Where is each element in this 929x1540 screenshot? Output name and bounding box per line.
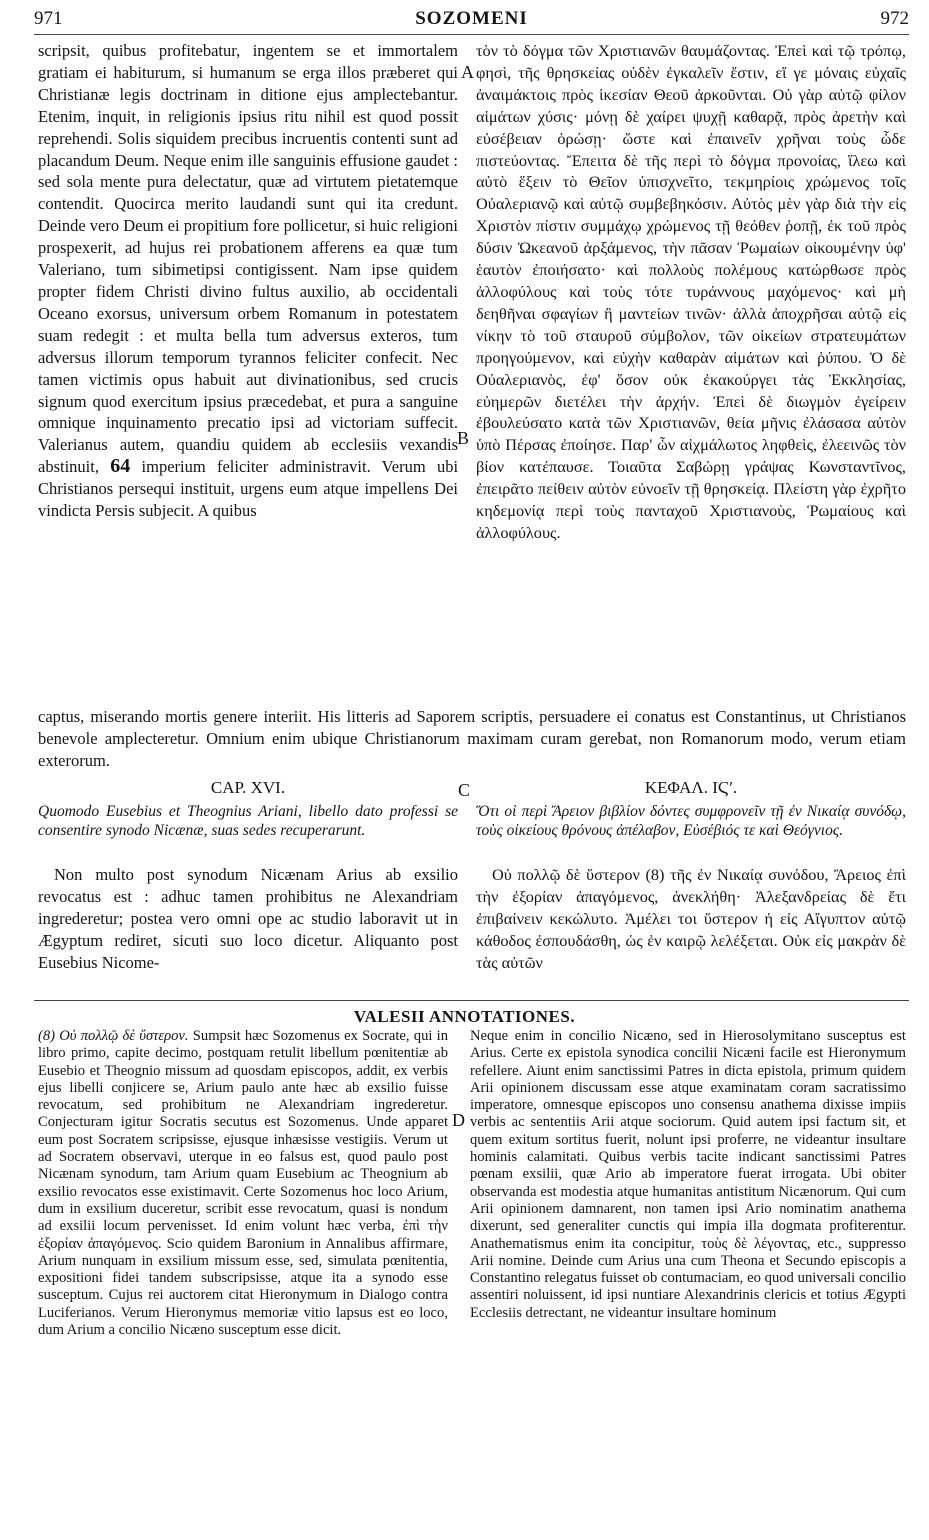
latin-text-part2: imperium feliciter administravit. Verum ubi Christianos persequi instituit, urgens eum atque impellens Dei vindicta Persis subjecit. A quibus [38, 457, 459, 521]
annotations-left-column [38, 1028, 448, 1339]
margin-letter-b: B [457, 428, 470, 448]
margin-letter-c: C [458, 780, 471, 800]
chapter-heading-greek: ΚΕΦΑΛ. ΙϚʹ. [644, 778, 738, 797]
chapter-body-greek [476, 864, 906, 974]
chapter-text-greek: Οὐ πολλῷ δὲ ὕστερον (8) τῆς ἐν Νικαίᾳ συνόδου, Ἄρειος ἐπὶ τὴν ἐξορίαν ἀπαγόμενος, ἀνεκλήθη· Ἀλεξανδρείας δὲ ἔτι ἐπιβαίνειν κεκώλυτο. Ἀμέλει τοι ὕστερον ἡ εἰς Αἴγυπτον αὐτῷ κάθοδος ἐσπουδάσθη, ὡς ἐν καιρῷ λελέξεται. Οὐκ εἰς μακρὰν δὲ τὰς αὐτῶν [476, 865, 906, 972]
chapter-body-latin [38, 864, 458, 974]
page-marker: 64 [110, 455, 131, 478]
running-title: SOZOMENI [415, 8, 528, 29]
chapter-summary-greek: Ὅτι οἱ περὶ Ἄρειον βιβλίον δόντες συμφρονεῖν τῇ ἐν Νικαίᾳ συνόδῳ, τοὺς οἰκείους θρόνους ἀπέλαβον, Εὐσέβιός τε καὶ Θεόγνιος. [476, 803, 906, 839]
annotations-right-column [470, 1028, 906, 1322]
chapter-text-latin: Non multo post synodum Nicænam Arius ab exsilio revocatus est : adhuc tamen prohibitus ne Alexandriam ingrederetur; postea vero omni ope ac studio laboravit ut in Ægyptum rediret, sicuti suo loco dicetur. Aliquanto post Eusebius Nicome- [38, 865, 458, 972]
chapter-heading-latin: CAP. XVI. [210, 778, 286, 797]
annotations-rule [34, 1000, 909, 1001]
margin-letter-d: D [452, 1110, 465, 1130]
chapter-summary-latin: Quomodo Eusebius et Theognius Ariani, libello dato professi se consentire synodo Nicænæ, suas sedes recuperarunt. [38, 803, 458, 839]
left-page-number: 971 [34, 8, 63, 29]
right-page-number: 972 [880, 8, 909, 29]
latin-full-width-paragraph [38, 706, 906, 772]
annotation-lemma: (8) Οὐ πολλῷ δὲ ὕστερον. [38, 1028, 189, 1044]
margin-letter-a: A [461, 62, 474, 82]
latin-full-text: captus, miserando mortis genere interiit. His litteris ad Saporem scriptis, persuadere ei conatus est Constantinus, ut Christianos benevole amplecteretur. Omnium enim ubique Christianorum maximam curam gerebat, non Romanorum modo, verum etiam exterorum. [38, 707, 906, 770]
annotation-right-text: Neque enim in concilio Nicæno, sed in Hierosolymitano susceptus est Arius. Certe ex epistola synodica concilii Nicæni facile est Hieronymum refellere. Aiunt enim sanctissimi Patres in dicta epistola, primum quidem Arii opinionem discussam esse atque examinatam coram sacratissimo imperatore, omnesque episcopos uno consensu anathema dixisse impiis verbis ac sententiis Arii atque sociorum. Quid autem ipsi factum sit, et quem exitum sortitus fuerit, nolunt ipsi proferre, ne videantur insultare hominis calamitati. Quibus verbis tacite indicant sanctissimi Patres pœnam exsilii, quæ Ario ab imperatore fuerat irrogata. Ubi obiter observanda est modestia atque humanitas antistitum Nicænorum. Qui cum Arii opinionem damnarent, non tamen ipsi Ario nominatim anathema dixerunt, sed generaliter cunctis qui impia illa dogmata profiterentur. Anathematismus enim ita concipitur, τοὺς δὲ λέγοντας, etc., suppresso Arii nomine. Deinde cum Arius una cum Theona et Secundo episcopis a Constantino relegatus fuisset ob contumaciam, eo quod universali concilio assentiri noluissent, id ipsi nuntiare Alexandrinis clericis et totius Ægypti Ecclesiis detrectant, ne videantur insultare hominum [470, 1028, 906, 1321]
greek-column-top [476, 40, 906, 544]
running-header [34, 8, 909, 32]
annotation-left-text: Sumpsit hæc Sozomenus ex Socrate, qui in libro primo, capite decimo, postquam retulit libellum pœnitentiæ ab Eusebio et Theognio missum ad quosdam episcopos, addit, ex verbis ejus libelli conjicere se, Arium paulo ante hæc ab exsilio fuisse revocatum, sed prohibitum ne Alexandriam ingrederetur. Conjecturam igitur Socratis secutus est Sozomenus. Unde apparet eum post Socratem scripsisse, ejusque inhæsisse vestigiis. Verum ut ad Socratem observavi, uterque in eo falsus est, quod paulo post Nicænam synodum, tam Arium quam Eusebium ac Theognium ab exsilio revocatos esse existimavit. Certe Sozomenus hoc loco Arium, dum in exsilium duceretur, scribit esse revocatum, quasi is nondum ad exsilii locum pervenisset. Id enim volunt hæc verba, ἐπὶ τὴν ἐξορίαν ἀπαγόμενος. Scio quidem Baronium in Annalibus affirmare, Arium nunquam in exsilium missum esse, sed, simulata pœnitentia, expositioni fidei tandem subscripsisse, atque ita a synodo esse susceptum. Cujus rei auctorem citat Hieronymum in Dialogo contra Luciferianos. Verum Hieronymus memoriæ vitio lapsus est eo loco, dum Arium a concilio Nicæno susceptum esse dicit. [38, 1028, 448, 1339]
annotations-heading: VALESII ANNOTATIONES. [353, 1007, 576, 1026]
header-rule [34, 34, 909, 35]
latin-column-top [38, 40, 458, 522]
latin-text-part1: scripsit, quibus profitebatur, ingentem se et immortalem gratiam ei habiturum, si humanum se erga illos præberet qui Christianæ legis doctrinam in ditione ejus amplectebantur. Etenim, inquit, in religionis ipsius ritu nihil est quod possit reprehendi. Solis siquidem precibus incruentis contenti sunt ad placandum Deum. Neque enim ille sanguinis effusione gaudet : sed sola mente pura delectatur, quæ ad virtutem pietatemque contendit. Quocirca merito laudandi sunt qui ita credunt. Deinde vero Deum ei propitium fore pollicetur, si huic religioni prospexerit, ad hujus rei probationem afferens ea quæ tum Valeriano, tum sibimetipsi contigissent. Nam ipse quidem propter fidem Christi divino fultus auxilio, ab occidentali Oceano exorsus, universum orbem Romanum in potestatem suam redegit : et multa bella tum adversus exteros, tum adversus illorum temporum tyrannos feliciter confecit. Nec tamen victimis opus habuit aut divinationibus, sed crucis signum quod exercitum ipsius præcedebat, et pura a sanguine omnique inquinamento precatio ipsi ad victoriam suffecit. Valerianus autem, quandiu quidem ab ecclesiis vexandis abstinuit, [38, 41, 458, 477]
greek-text: τὸν τὸ δόγμα τῶν Χριστιανῶν θαυμάζοντας. Ἐπεὶ καὶ τῷ τρόπῳ, φησὶ, τῆς θρησκείας οὐδὲν ἐγκαλεῖν ἔστιν, εἴ γε μόναις εὐχαῖς ἀναιμάκτοις πρὸς ἱκεσίαν Θεοῦ ἀρκοῦνται. Οὐ γὰρ αὐτῷ φίλον αἱμάτων χύσις· μόνῃ δὲ χαίρει ψυχῇ καθαρᾷ, πρὸς ἀρετὴν καὶ εὐσέβειαν ὁρώσῃ· ὥστε καὶ ἐπαινεῖν χρῆναι τοὺς ὧδε πιστεύοντας. Ἔπειτα δὲ τῆς περὶ τὸ δόγμα προνοίας, ἵλεω καὶ αὐτὸ ἕξειν τὸ Θεῖον ὑπισχνεῖτο, τεκμηρίοις χρώμενος τοῖς Οὐαλεριανῷ καὶ αὐτῷ συμβεβηκόσιν. Αὐτὸς μὲν γὰρ διὰ τὴν εἰς Χριστὸν πίστιν συμμάχῳ χρώμενος τῇ θεόθεν ῥοπῇ, ἐκ τοῦ πρὸς δύσιν Ὠκεανοῦ ἀρξάμενος, τὴν πᾶσαν Ῥωμαίων οἰκουμένην ὑφ' ἑαυτὸν ἐποιήσατο· καὶ πολλοὺς πολέμους κατώρθωσε πρὸς ἀλλοφύλους καὶ τοὺς τότε τυράννους μαχόμενος· καὶ μὴ δεηθῆναι σφαγίων ἢ μαντείων τινῶν· ἀλλὰ ἀποχρῆσαι αὐτῷ εἰς νίκην τὸ τοῦ σταυροῦ σύμβολον, τῶν οἰκείων στρατευμάτων προηγούμενον, καὶ εὐχὴν καθαρὰν αἱμάτων καὶ ῥύπου. Ὁ δὲ Οὐαλεριανὸς, ἐφ' ὅσον οὐκ ἐκακούργει τὰς Ἐκκλησίας, εὐημερῶν διετέλει τὴν ἀρχήν. Ἐπεὶ δὲ διωγμὸν ἐγείρειν ἐβουλεύσατο κατὰ τῶν Χριστιανῶν, θεία μῆνις ἐλάσασα αὐτὸν ὑπὸ Πέρσας ἐποίησε. Παρ' ὧν αἰχμάλωτος ληφθεὶς, ἐλεεινῶς τὸν βίον κατέπαυσε. Τοιαῦτα Σαβώρῃ γράψας Κωνσταντῖνος, ἐπειρᾶτο πείθειν αὐτὸν εὐνοεῖν τῇ θρησκείᾳ. Πλείστη γὰρ ἐχρῆτο κηδεμονίᾳ περὶ τοὺς πανταχοῦ Χριστιανοὺς, Ῥωμαίους καὶ ἀλλοφύλους. [476, 41, 906, 542]
